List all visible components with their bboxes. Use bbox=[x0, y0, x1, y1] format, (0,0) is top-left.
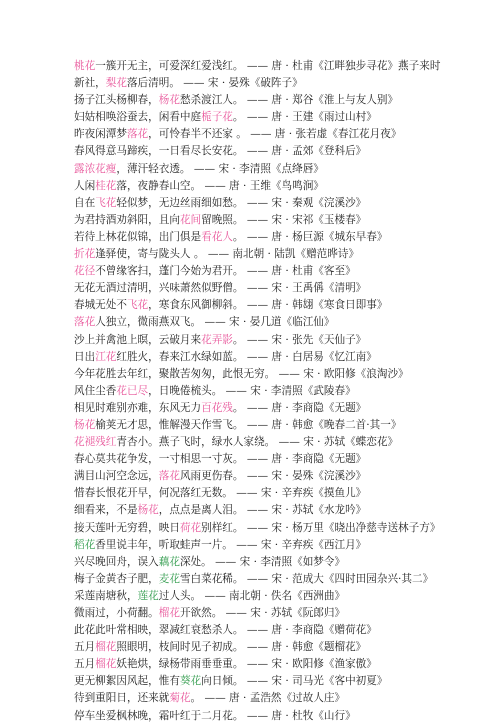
line-text: 青杏小。燕子飞时，绿水人家绕。 —— 宋 · 苏轼《蝶恋花》 bbox=[116, 436, 399, 449]
line-text: 更无柳絮因风起，惟有 bbox=[74, 675, 180, 688]
poem-line bbox=[74, 605, 490, 622]
line-text: 自在 bbox=[74, 196, 96, 209]
line-text: 风雨更伤春。 —— 宋 · 晏殊《浣溪沙》 bbox=[179, 470, 367, 483]
line-text: 新社， bbox=[74, 77, 106, 90]
line-text: 深处。 —— 宋 · 李清照《如梦令》 bbox=[179, 555, 346, 568]
line-text: 细看来，不是 bbox=[74, 504, 138, 517]
poem-line bbox=[74, 178, 490, 195]
poem-line bbox=[74, 297, 490, 314]
poem-line bbox=[74, 126, 490, 143]
line-text: 。 —— 唐 · 杨巨源《城东早春》 bbox=[232, 230, 388, 243]
line-text: 过人头。 —— 南北朝 · 佚名《西洲曲》 bbox=[158, 589, 346, 602]
line-text: 照眼明，枝间时见子初成。 —— 唐 · 韩愈《题榴花》 bbox=[116, 641, 367, 654]
line-text: 无花无酒过清明，兴味萧然似野僧。 —— 宋 · 王禹偁《清明》 bbox=[74, 282, 367, 295]
line-text: 落，夜静春山空。 —— 唐 · 王维《鸟鸣涧》 bbox=[116, 179, 324, 192]
flower-keyword: 露浓花瘦 bbox=[74, 162, 117, 175]
flower-keyword: 落花 bbox=[126, 128, 149, 141]
flower-keyword: 荷花 bbox=[179, 521, 202, 534]
line-text: 此花此叶常相映，翠减红衰愁杀人。 —— 唐 · 李商隐《赠荷花》 bbox=[74, 624, 377, 637]
poem-line bbox=[74, 366, 490, 383]
line-text: 愁杀渡江人。 —— 唐 · 郑谷《淮上与友人别》 bbox=[179, 94, 399, 107]
line-text: 。 —— 宋 · 张先《天仙子》 bbox=[232, 333, 367, 346]
poem-line bbox=[74, 434, 490, 451]
poem-line bbox=[74, 332, 490, 349]
flower-keyword: 飞花 bbox=[126, 299, 149, 312]
flower-keyword: 藕花 bbox=[158, 555, 180, 568]
flower-keyword: 桂花 bbox=[95, 179, 117, 192]
poem-line bbox=[74, 708, 490, 725]
flower-keyword: 葵花 bbox=[179, 675, 202, 688]
flower-keyword: 杨花 bbox=[158, 94, 180, 107]
poem-line bbox=[74, 520, 490, 537]
line-text: 榆荚无才思，惟解漫天作雪飞。 —— 唐 · 韩愈《晚春二首·其一》 bbox=[95, 418, 402, 431]
poem-line bbox=[74, 673, 490, 690]
flower-keyword: 花径 bbox=[74, 265, 96, 278]
line-text: 别样红。 —— 宋 · 杨万里《晓出净慈寺送林子方》 bbox=[201, 521, 441, 534]
flower-keyword: 花弄影 bbox=[201, 333, 233, 346]
line-text: 轻似梦，无边丝雨细如愁。 —— 宋 · 秦观《浣溪沙》 bbox=[116, 196, 367, 209]
line-text: 日出 bbox=[74, 350, 96, 363]
line-text: 采莲南塘秋， bbox=[74, 589, 138, 602]
flower-keyword: 花间 bbox=[179, 213, 202, 226]
line-text: 微雨过，小荷翻。 bbox=[74, 607, 159, 619]
line-text: 向日倾。 —— 宋 · 司马光《客中初夏》 bbox=[201, 675, 388, 688]
flower-keyword: 折花 bbox=[74, 248, 96, 261]
poem-line bbox=[74, 571, 490, 588]
poem-line bbox=[74, 92, 490, 109]
flower-keyword: 杨花 bbox=[137, 504, 159, 517]
poem-line bbox=[74, 485, 490, 502]
line-text: 相见时难别亦难，东风无力 bbox=[74, 401, 202, 414]
flower-keyword: 花已尽 bbox=[116, 384, 149, 397]
poem-line bbox=[74, 537, 490, 554]
poem-lines bbox=[74, 58, 490, 725]
flower-keyword: 稻花 bbox=[74, 538, 96, 551]
line-text: 今年花胜去年红，聚散苦匆匆，此恨无穷。 —— 宋 · 欧阳修《浪淘沙》 bbox=[74, 367, 409, 380]
line-text: 人闲 bbox=[74, 179, 96, 192]
line-text: 满目山河空念远， bbox=[74, 470, 159, 483]
line-text: 不曾缘客扫，蓬门今始为君开。 —— 唐 · 杜甫《客至》 bbox=[95, 265, 356, 278]
flower-keyword: 栀子花 bbox=[201, 111, 233, 124]
poem-line bbox=[74, 109, 490, 126]
poem-line bbox=[74, 383, 490, 400]
poem-line bbox=[74, 229, 490, 246]
line-text: 风住尘香 bbox=[74, 384, 117, 397]
flower-keyword: 榴花 bbox=[158, 607, 180, 619]
line-text: 妖艳烘，绿杨带雨垂垂重。 —— 宋 · 欧阳修《渔家傲》 bbox=[116, 658, 377, 671]
line-text: 雪白菜花稀。 —— 宋 · 范成大《四时田园杂兴·其二》 bbox=[179, 572, 434, 585]
poem-line bbox=[74, 690, 490, 707]
line-text: 。 —— 唐 · 李商隐《无题》 bbox=[232, 401, 367, 414]
line-text: 为君持酒劝斜阳，且向 bbox=[74, 213, 180, 226]
poem-line bbox=[74, 75, 490, 92]
poem-line bbox=[74, 58, 490, 75]
poem-line bbox=[74, 263, 490, 280]
line-text: 逢驿使，寄与陇头人 。 —— 南北朝 · 陆凯《赠范晔诗》 bbox=[95, 248, 360, 261]
line-text: 五月 bbox=[74, 658, 96, 671]
line-text: 扬子江头杨柳春， bbox=[74, 94, 159, 107]
poem-line bbox=[74, 280, 490, 297]
line-text: 待到重阳日，还来就 bbox=[74, 692, 170, 705]
line-text: 人独立，微雨燕双飞。 —— 宋 · 晏几道《临江仙》 bbox=[95, 316, 335, 329]
line-text: 接天莲叶无穷碧，映日 bbox=[74, 521, 180, 534]
line-text: 香里说丰年，听取蛙声一片。 —— 宋 · 辛弃疾《西江月》 bbox=[95, 538, 367, 551]
poem-line bbox=[74, 212, 490, 229]
flower-keyword: 桃花 bbox=[74, 60, 96, 72]
poem-line bbox=[74, 161, 490, 178]
flower-keyword: 杨花 bbox=[74, 418, 96, 431]
line-text: 留晚照。 —— 宋 · 宋祁《玉楼春》 bbox=[201, 213, 367, 226]
flower-keyword: 梨花 bbox=[105, 77, 127, 90]
poem-line bbox=[74, 349, 490, 366]
flower-keyword: 花褪残红 bbox=[74, 436, 117, 449]
poem-line bbox=[74, 639, 490, 656]
line-text: 妇姑相唤浴蚕去，闲看中庭 bbox=[74, 111, 202, 124]
poem-line bbox=[74, 246, 490, 263]
line-text: ，薄汗轻衣透。 —— 宋 · 李清照《点绛唇》 bbox=[116, 162, 324, 175]
poem-line bbox=[74, 417, 490, 434]
poem-line bbox=[74, 502, 490, 519]
line-text: 红胜火，春来江水绿如蓝。 —— 唐 · 白居易《忆江南》 bbox=[116, 350, 377, 363]
poem-line bbox=[74, 656, 490, 673]
flower-keyword: 落花 bbox=[158, 470, 180, 483]
line-text: ，寒食东风御柳斜。 —— 唐 · 韩翃《寒食日即事》 bbox=[148, 299, 388, 312]
line-text: 落后清明。 —— 宋 · 晏殊《破阵子》 bbox=[126, 77, 303, 90]
poem-line bbox=[74, 554, 490, 571]
line-text: 若待上林花似锦，出门俱是 bbox=[74, 230, 202, 243]
line-text: 春城无处不 bbox=[74, 299, 127, 312]
poem-line bbox=[74, 195, 490, 212]
line-text: 春风得意马蹄疾，一日看尽长安花。 —— 唐 · 孟郊《登科后》 bbox=[74, 145, 367, 158]
line-text: 。 —— 唐 · 孟浩然《过故人庄》 bbox=[190, 692, 346, 705]
flower-keyword: 看花人 bbox=[201, 230, 233, 243]
line-text: 。 —— 唐 · 王建《雨过山村》 bbox=[232, 111, 377, 124]
flower-keyword: 菊花 bbox=[169, 692, 191, 705]
poem-line bbox=[74, 400, 490, 417]
line-text: 梅子金黄杏子肥， bbox=[74, 572, 159, 585]
line-text: 五月 bbox=[74, 641, 96, 654]
flower-keyword: 飞花 bbox=[95, 196, 117, 209]
line-text: 昨夜闲潭梦 bbox=[74, 128, 127, 141]
poem-line bbox=[74, 468, 490, 485]
flower-keyword: 落花 bbox=[74, 316, 96, 329]
flower-keyword: 麦花 bbox=[158, 572, 180, 585]
poem-line bbox=[74, 314, 490, 331]
poem-line bbox=[74, 622, 490, 639]
line-text: 沙上并禽池上暝，云破月来 bbox=[74, 333, 202, 346]
flower-keyword: 莲花 bbox=[137, 589, 159, 602]
poem-line bbox=[74, 588, 490, 605]
flower-keyword: 榴花 bbox=[95, 641, 117, 654]
poem-line bbox=[74, 143, 490, 160]
flower-keyword: 榴花 bbox=[95, 658, 117, 671]
line-text: ，点点是离人泪。 —— 宋 · 苏轼《水龙吟》 bbox=[158, 504, 367, 517]
line-text: ，可怜春半不还家 。 —— 唐 · 张若虚《春江花月夜》 bbox=[148, 128, 402, 141]
line-text: ，日晚倦梳头。 —— 宋 · 李清照《武陵春》 bbox=[148, 384, 356, 397]
poem-line bbox=[74, 451, 490, 468]
line-text: 一簇开无主，可爱深红爱浅红。 —— 唐 · 杜甫《江畔独步寻花》燕子来时 bbox=[95, 60, 441, 72]
flower-keyword: 百花残 bbox=[201, 401, 233, 414]
line-text: 停车坐爱枫林晚，霜叶红于二月花。 —— 唐 · 杜牧《山行》 bbox=[74, 709, 356, 722]
line-text: 兴尽晚回舟，误入 bbox=[74, 555, 159, 568]
flower-keyword: 江花 bbox=[95, 350, 117, 363]
line-text: 开欲然。 —— 宋 · 苏轼《阮郎归》 bbox=[179, 607, 346, 619]
line-text: 春心莫共花争发，一寸相思一寸灰。 —— 唐 · 李商隐《无题》 bbox=[74, 453, 367, 466]
line-text: 惜春长恨花开早，何况落红无数。 —— 宋 · 辛弃疾《摸鱼儿》 bbox=[74, 487, 367, 500]
